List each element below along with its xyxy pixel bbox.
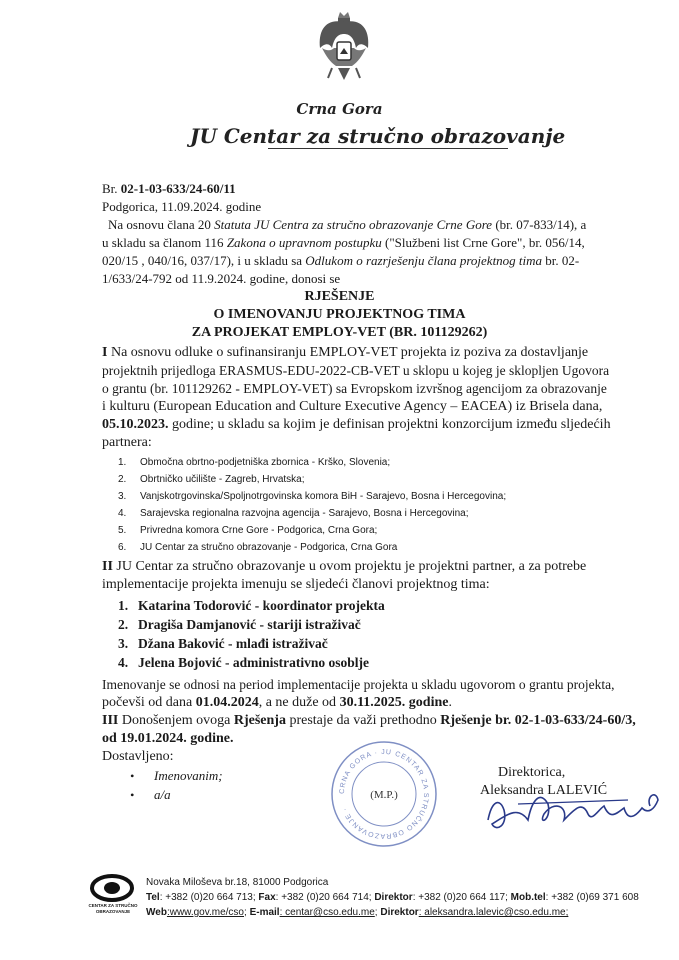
footer-web: Web:www.gov.me/cso; E-mail: centar@cso.edu.me; Direktor: aleksandra.lalevic@cso.edu.me; [146, 907, 569, 918]
title-line-2: O IMENOVANJU PROJEKTNOG TIMA [213, 307, 466, 322]
logo-caption: CENTAR ZA STRUČNO OBRAZOVANJE [88, 903, 138, 914]
section-1-line-1: I Na osnovu odluke o sufinansiranju EMPLOY-VET projekta iz poziva za dostavljanje [102, 345, 589, 360]
section-1-line-3: o grantu (br. 101129262 - EMPLOY-VET) sa Evropskom izvršnog agencijom za obrazovanje [102, 381, 607, 396]
section-1-line-2: projektnih prijedloga ERASMUS-EDU-2022-CB-VET u sklopu u kojeg je sklopljen Ugovora [102, 363, 610, 378]
official-stamp [330, 740, 438, 848]
list-item: 5. Privredna komora Crne Gore - Podgorica, Crna Gora; [118, 525, 378, 536]
section-3-line-2: od 19.01.2024. godine. [102, 731, 234, 746]
list-item: 2. Dragiša Damjanović - stariji istraživač [118, 617, 361, 632]
list-item: 1. Katarina Todorović - koordinator projekta [118, 598, 385, 613]
period-line-1: Imenovanje se odnosi na period implementacije projekta u skladu ugovorom o grantu projekta, [102, 677, 615, 692]
header-country: Crna Gora [296, 100, 383, 118]
section-1-line-5: 05.10.2023. godine; u skladu sa kojim je definisan projektni konzorcijum između sljedećih [102, 417, 611, 432]
delivery-label: Dostavljeno: [102, 749, 174, 764]
preamble-line-2: u skladu sa članom 116 Zakona o upravnom postupku ("Službeni list Crne Gore", br. 056/14, [102, 235, 585, 250]
list-item: 3. Džana Baković - mlađi istraživač [118, 636, 328, 651]
header-institution: JU Centar za stručno obrazovanje [190, 124, 566, 148]
list-item: 4. Sarajevska regionalna razvojna agencija - Sarajevo, Bosna i Hercegovina; [118, 508, 469, 519]
delivery-item: • a/a [130, 787, 171, 802]
section-2-line-1: II JU Centar za stručno obrazovanje u ovom projektu je projektni partner, a za potrebe [102, 559, 587, 574]
footer-phones: Tel: +382 (0)20 664 713; Fax: +382 (0)20 664 714; Direktor: +382 (0)20 664 117; Mob.tel: +382 (0)69 371 608 [146, 892, 639, 903]
list-item: 6. JU Centar za stručno obrazovanje - Podgorica, Crna Gora [118, 542, 398, 553]
team-list [118, 596, 385, 672]
list-item: 3. Vanjskotrgovinska/Spoljnotrgovinska komora BiH - Sarajevo, Bosna i Hercegovina; [118, 491, 507, 502]
cso-logo-icon [90, 874, 134, 902]
footer-address: Novaka Miloševa br.18, 81000 Podgorica [146, 877, 329, 888]
list-item: 4. Jelena Bojović - administrativno osoblje [118, 655, 369, 670]
signature-name: Aleksandra LALEVIĆ [480, 783, 608, 798]
website-link[interactable]: :www.gov.me/cso [166, 907, 244, 918]
section-1-line-4: i kulturu (European Education and Culture Executive Agency – EACEA) iz Brisela dana, [102, 399, 603, 414]
header-divider [268, 148, 508, 149]
preamble-line-1: Na osnovu člana 20 Statuta JU Centra za stručno obrazovanje Crne Gore (br. 07-833/14), a [108, 217, 587, 232]
title-line-3: ZA PROJEKAT EMPLOY-VET (BR. 101129262) [191, 325, 488, 340]
signature-role: Direktorica, [498, 765, 566, 780]
coat-of-arms-icon [316, 8, 372, 84]
section-3-line-1: III Donošenjem ovoga Rješenja prestaje da važi prethodno Rješenje br. 02-1-03-633/24-60/3, [102, 713, 636, 728]
list-item: 2. Obrtničko učilište - Zagreb, Hrvatska; [118, 474, 305, 485]
section-2-line-2: implementacije projekta imenuju se sljedeći članovi projektnog tima: [102, 577, 490, 592]
partners-list [118, 454, 506, 556]
doc-place-date: Podgorica, 11.09.2024. godine [102, 199, 262, 214]
stamp-ring-text: CRNA GORA · JU CENTAR ZA STRUČNO OBRAZOVANJE · [338, 748, 430, 840]
title-rjesenje: RJEŠENJE [304, 289, 375, 304]
delivery-item: • Imenovanim; [130, 768, 223, 783]
period-line-2: počevši od dana 01.04.2024, a ne duže od 30.11.2025. godine. [102, 695, 452, 710]
email-link[interactable]: : centar@cso.edu.me [279, 907, 375, 918]
preamble-line-3: 020/15 , 040/16, 037/17), i u skladu sa Odlukom o razrješenju člana projektnog tima br. 02- [102, 253, 580, 268]
list-item: 1. Območna obrtno-podjetniška zbornica - Krško, Slovenia; [118, 457, 391, 468]
preamble-line-4: 1/633/24-792 od 11.9.2024. godine, donosi se [102, 271, 341, 286]
section-1-line-6: partnera: [102, 435, 152, 450]
doc-number: Br. 02-1-03-633/24-60/11 [102, 181, 236, 196]
director-email-link[interactable]: : aleksandra.lalevic@cso.edu.me; [418, 907, 569, 918]
stamp-mark: (M.P.) [370, 789, 398, 801]
handwritten-signature [478, 770, 674, 844]
